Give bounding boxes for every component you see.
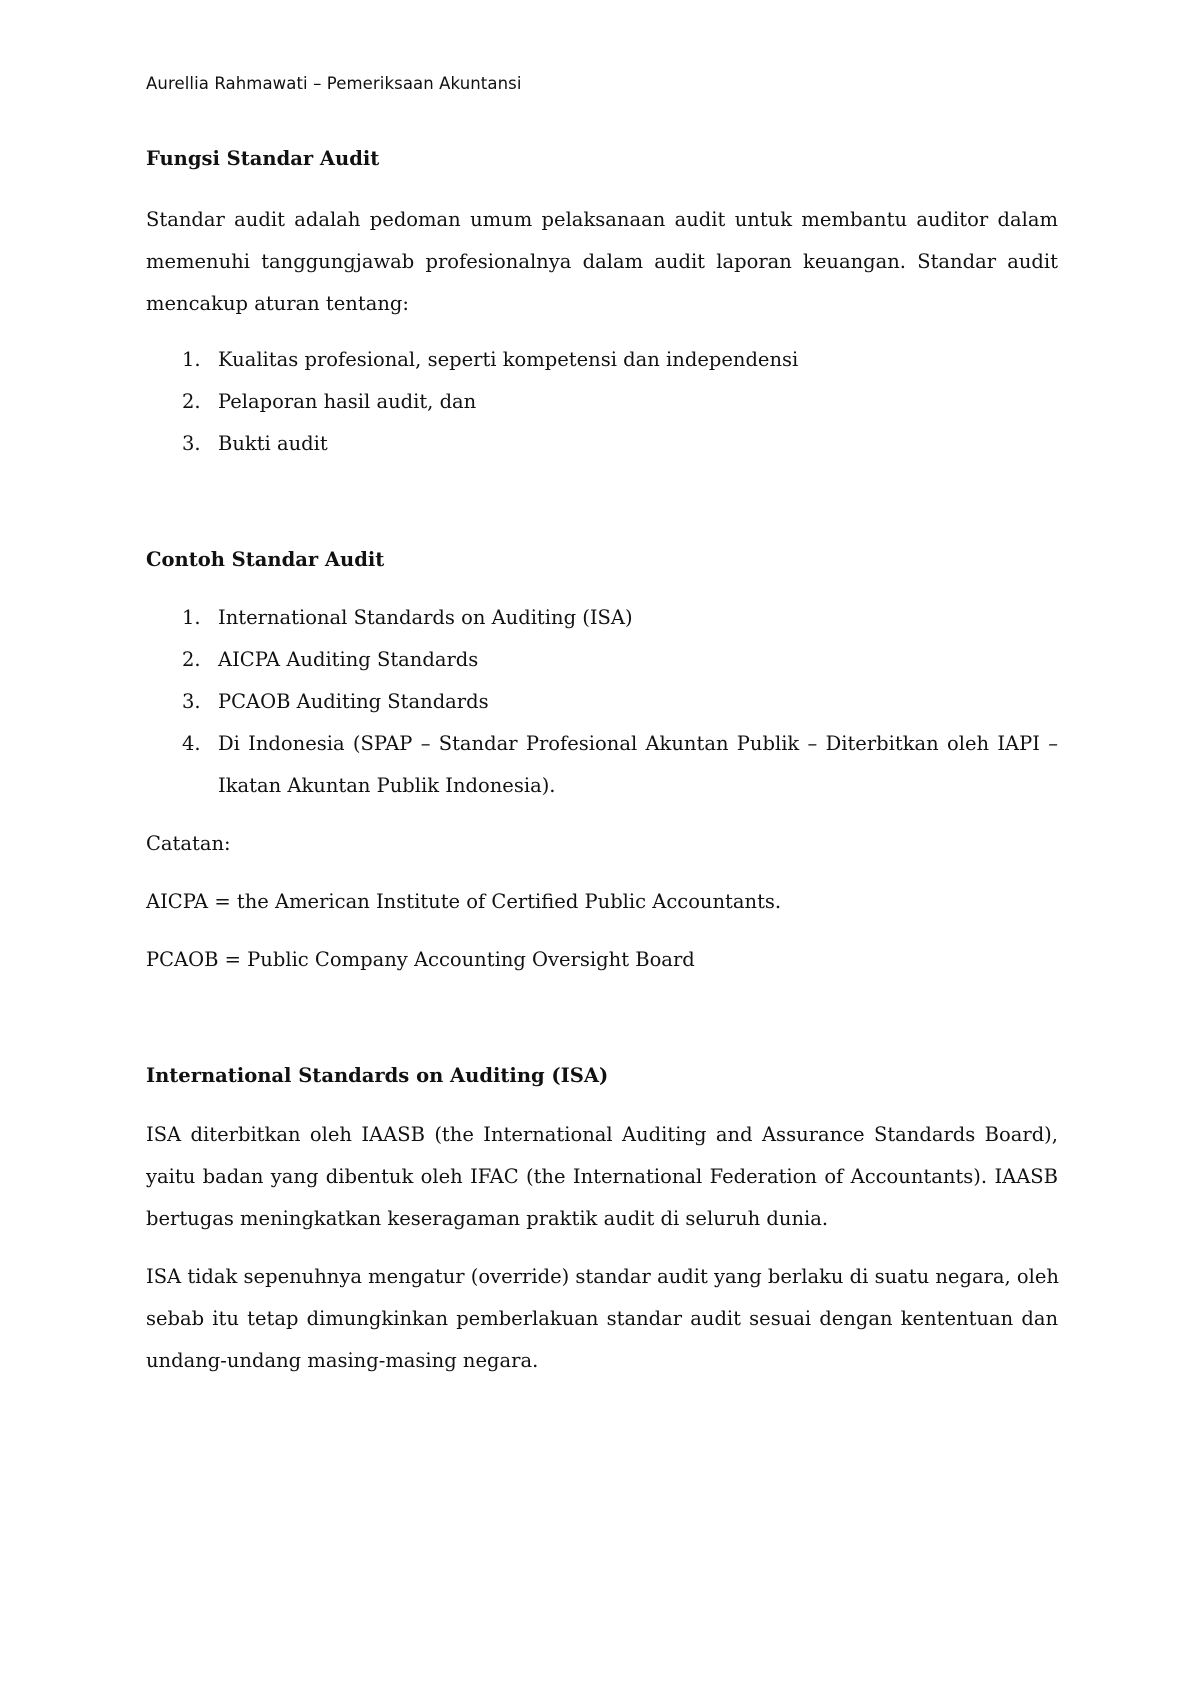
list-number: 4. <box>182 732 201 755</box>
list-number: 3. <box>182 432 201 455</box>
section-title-contoh-standar-audit: Contoh Standar Audit <box>146 548 385 571</box>
section-title-fungsi-standar-audit: Fungsi Standar Audit <box>146 147 380 170</box>
paragraph-line: memenuhi tanggungjawab profesionalnya dalam audit laporan keuangan. Standar audit <box>146 250 1058 273</box>
list-item <box>146 606 1058 648</box>
paragraph-line: sebab itu tetap dimungkinkan pemberlakuan standar audit sesuai dengan kententuan dan <box>146 1307 1058 1330</box>
paragraph-fungsi-intro <box>146 199 1058 325</box>
list-text: Ikatan Akuntan Publik Indonesia). <box>218 774 556 797</box>
paragraph-line: bertugas meningkatkan keseragaman praktik audit di seluruh dunia. <box>146 1207 829 1230</box>
list-text: PCAOB Auditing Standards <box>218 690 489 713</box>
list-item <box>146 690 1058 732</box>
list-item-continuation <box>146 774 1058 816</box>
list-item <box>146 390 1058 432</box>
paragraph-line: mencakup aturan tentang: <box>146 292 409 315</box>
list-item <box>146 348 1058 390</box>
list-item <box>146 648 1058 690</box>
list-text: Pelaporan hasil audit, dan <box>218 390 477 413</box>
note-aicpa: AICPA = the American Institute of Certified Public Accountants. <box>146 890 782 913</box>
paragraph-line: ISA diterbitkan oleh IAASB (the International Auditing and Assurance Standards Board), <box>146 1123 1058 1146</box>
note-pcaob: PCAOB = Public Company Accounting Oversight Board <box>146 948 695 971</box>
list-item <box>146 432 1058 474</box>
list-text: AICPA Auditing Standards <box>218 648 479 671</box>
paragraph-line: undang-undang masing-masing negara. <box>146 1349 539 1372</box>
paragraph-isa-2 <box>146 1256 1058 1382</box>
list-text: Kualitas profesional, seperti kompetensi dan independensi <box>218 348 799 371</box>
list-number: 1. <box>182 606 201 629</box>
list-text: International Standards on Auditing (ISA) <box>218 606 633 629</box>
list-number: 3. <box>182 690 201 713</box>
paragraph-line: Standar audit adalah pedoman umum pelaksanaan audit untuk membantu auditor dalam <box>146 208 1058 231</box>
list-number: 2. <box>182 390 201 413</box>
list-text: Bukti audit <box>218 432 328 455</box>
list-number: 2. <box>182 648 201 671</box>
list-item <box>146 732 1058 774</box>
list-number: 1. <box>182 348 201 371</box>
paragraph-isa-1 <box>146 1114 1058 1240</box>
paragraph-line: yaitu badan yang dibentuk oleh IFAC (the International Federation of Accountants). IAASB <box>146 1165 1058 1188</box>
list-text: Di Indonesia (SPAP – Standar Profesional Akuntan Publik – Diterbitkan oleh IAPI – <box>218 732 1058 755</box>
paragraph-line: ISA tidak sepenuhnya mengatur (override) standar audit yang berlaku di suatu negara, oleh <box>146 1265 1059 1288</box>
note-label: Catatan: <box>146 832 231 855</box>
section-title-isa: International Standards on Auditing (ISA) <box>146 1064 609 1087</box>
running-header: Aurellia Rahmawati – Pemeriksaan Akuntansi <box>146 74 522 93</box>
